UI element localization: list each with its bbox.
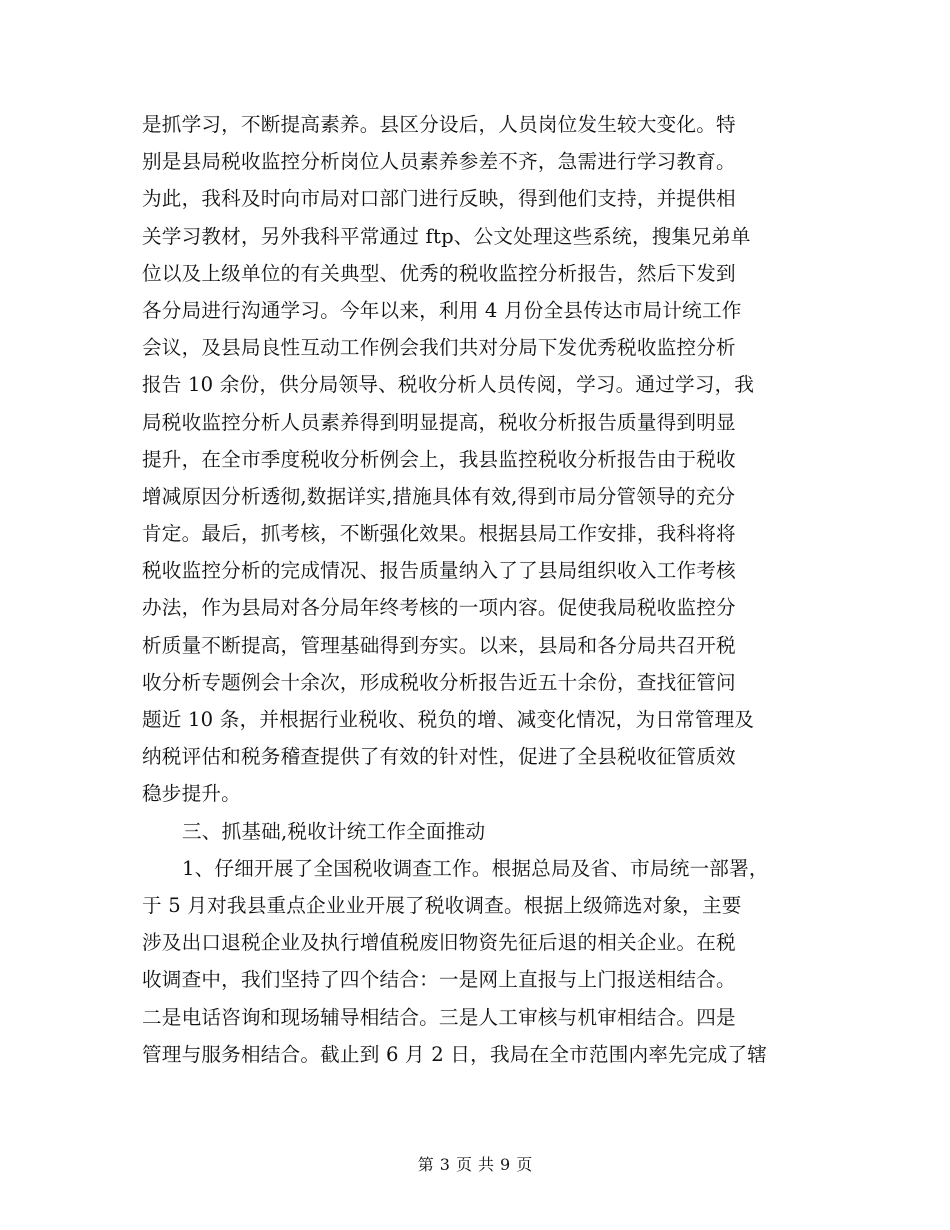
text-line: 纳税评估和税务稽查提供了有效的针对性，促进了全县税收征管质效 bbox=[142, 745, 736, 769]
footer-total-word: 共 bbox=[478, 1155, 495, 1174]
text-line: 为此，我科及时向市局对口部门进行反映，得到他们支持，并提供相 bbox=[142, 187, 736, 211]
footer-current-page: 3 bbox=[439, 1155, 450, 1174]
text-line: 二是电话咨询和现场辅导相结合。三是人工审核与机审相结合。四是 bbox=[142, 1005, 736, 1029]
page-footer bbox=[0, 1154, 950, 1176]
text-line: 1、仔细开展了全国税收调查工作。根据总局及省、市局统一部署， bbox=[182, 856, 769, 880]
text-line: 收调查中，我们坚持了四个结合：一是网上直报与上门报送相结合。 bbox=[142, 968, 736, 992]
text-line: 于 5 月对我县重点企业业开展了税收调查。根据上级筛选对象，主要 bbox=[142, 893, 742, 917]
text-line: 是抓学习，不断提高素养。县区分设后，人员岗位发生较大变化。特 bbox=[142, 113, 736, 136]
text-line: 位以及上级单位的有关典型、优秀的税收监控分析报告，然后下发到 bbox=[142, 261, 736, 285]
footer-total-pages: 9 bbox=[500, 1155, 511, 1174]
text-line: 别是县局税收监控分析岗位人员素养参差不齐，急需进行学习教育。 bbox=[142, 150, 736, 174]
text-line: 关学习教材，另外我科平常通过 ftp、公文处理这些系统，搜集兄弟单 bbox=[142, 224, 751, 248]
footer-page-word: 页 bbox=[455, 1155, 472, 1174]
text-line: 涉及出口退税企业及执行增值税废旧物资先征后退的相关企业。在税 bbox=[142, 931, 736, 955]
text-line: 提升，在全市季度税收分析例会上，我县监控税收分析报告由于税收 bbox=[142, 447, 736, 471]
text-line: 析质量不断提高，管理基础得到夯实。以来，县局和各分局共召开税 bbox=[142, 633, 736, 657]
body-text bbox=[142, 106, 822, 1073]
text-line: 各分局进行沟通学习。今年以来，利用 4 月份全县传达市局计统工作 bbox=[142, 298, 742, 322]
text-line: 题近 10 条，并根据行业税收、税负的增、减变化情况，为日常管理及 bbox=[142, 708, 755, 731]
text-line: 管理与服务相结合。截止到 6 月 2 日，我局在全市范围内率先完成了辖 bbox=[142, 1042, 768, 1066]
text-line: 办法，作为县局对各分局年终考核的一项内容。促使我局税收监控分 bbox=[142, 596, 736, 620]
text-line: 三、抓基础,税收计统工作全面推动 bbox=[182, 819, 486, 843]
text-line: 报告 10 余份，供分局领导、税收分析人员传阅，学习。通过学习，我 bbox=[142, 373, 755, 397]
text-line: 局税收监控分析人员素养得到明显提高，税收分析报告质量得到明显 bbox=[142, 410, 736, 434]
text-line: 会议，及县局良性互动工作例会我们共对分局下发优秀税收监控分析 bbox=[142, 336, 736, 360]
text-line: 增减原因分析透彻,数据详实,措施具体有效,得到市局分管领导的充分 bbox=[142, 484, 736, 508]
text-line: 税收监控分析的完成情况、报告质量纳入了了县局组织收入工作考核 bbox=[142, 559, 736, 583]
footer-prefix: 第 bbox=[417, 1155, 434, 1174]
text-line: 收分析专题例会十余次，形成税收分析报告近五十余份，查找征管问 bbox=[142, 670, 736, 694]
text-line: 稳步提升。 bbox=[142, 782, 241, 806]
text-line: 肯定。最后，抓考核，不断强化效果。根据县局工作安排，我科将将 bbox=[142, 522, 736, 546]
footer-suffix: 页 bbox=[516, 1155, 533, 1174]
